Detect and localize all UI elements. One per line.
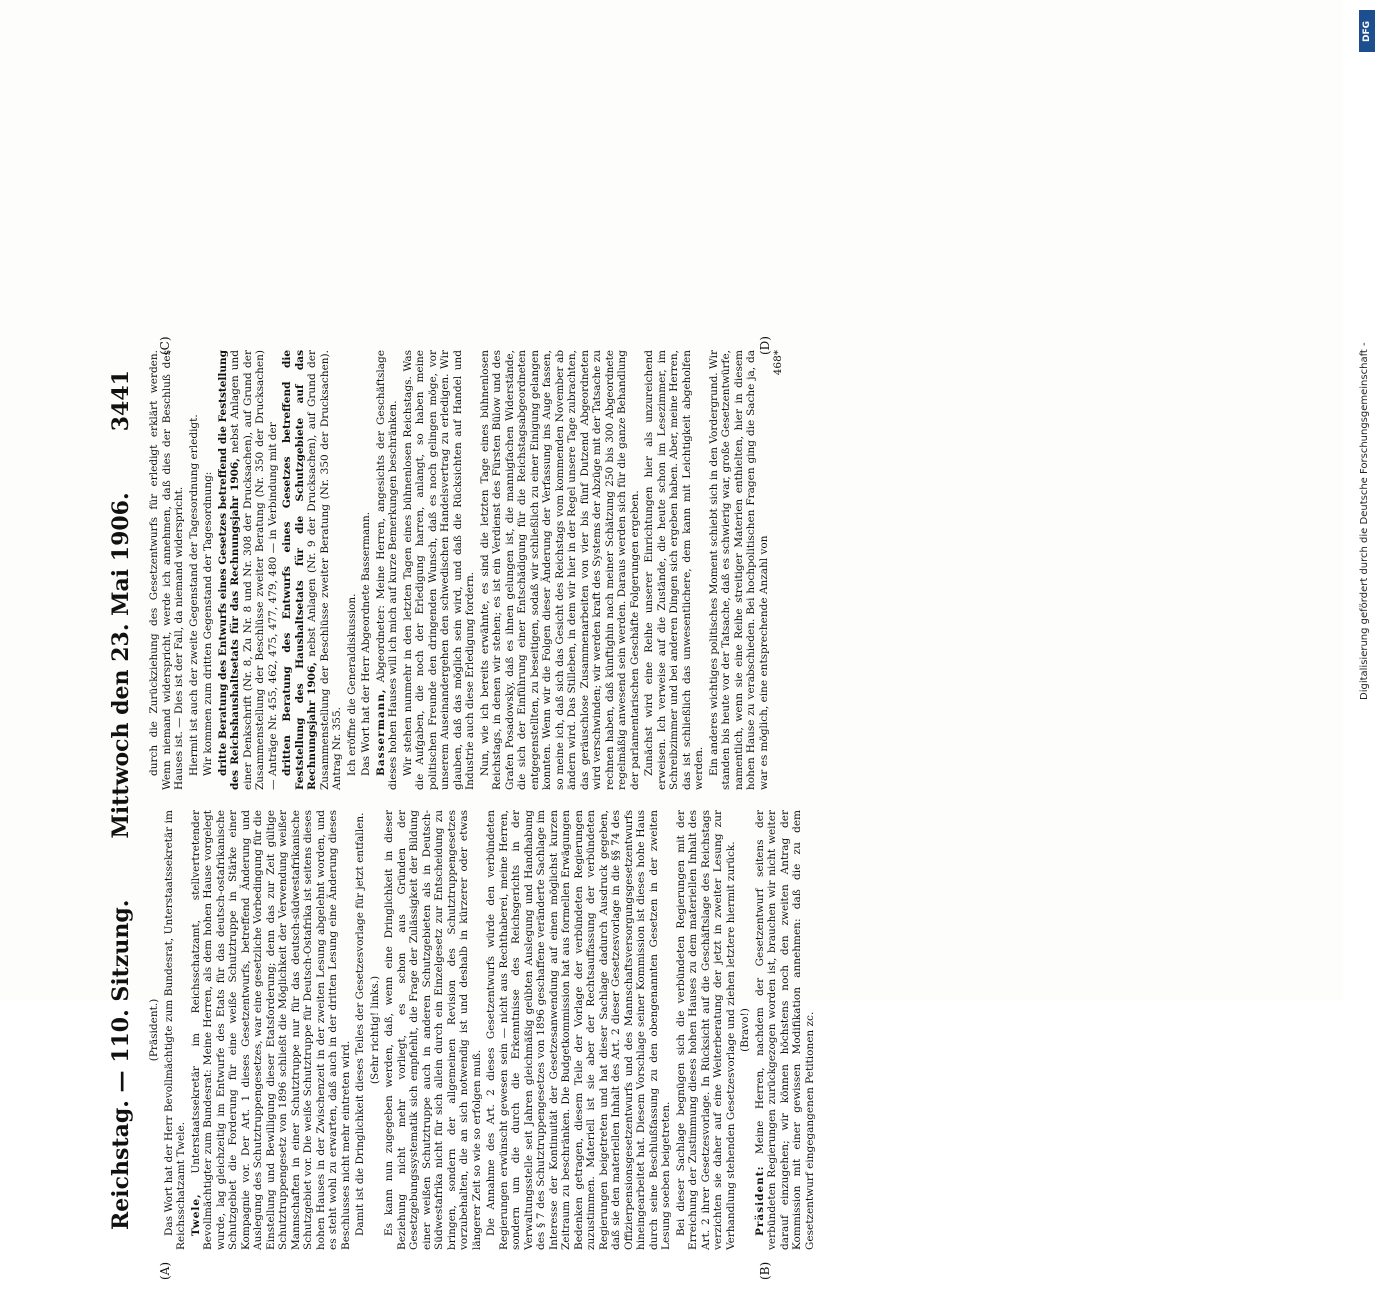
newspaper-page — [58, 330, 1348, 1290]
paragraph: Ich eröffne die Generaldiskussion. — [345, 593, 358, 776]
marker-a: (A) — [158, 1261, 172, 1280]
interjection: (Sehr richtig! links.) — [368, 975, 381, 1085]
agenda-title: dritte Beratung des Entwurfs eines Gesetzes betreffend die Feststellung des Reichshaushaltsetats für das Rechnungsjahr 1906, — [216, 350, 241, 790]
header-left: Reichstag. — 110. Sitzung. — [108, 899, 134, 1230]
paragraph: Zunächst wird eine Reihe unserer Einrichtungen hier als unzureichend erweisen. Ich verweise auf die Zustände, die heute schon im Lesezimmer, im Schreibzimmer und bei anderen Dingen sich ergeben haben. Aber, meine Herren, das ist schließlich das unwesentlichere, dem kann mit Leichtigkeit abgeholfen werden. — [643, 350, 705, 790]
digitization-sidebar — [1343, 0, 1383, 1000]
paragraph: Das Wort hat der Herr Bevollmächtigte zum Bundesrat, Unterstaatssekretär im Reichsschatzamt Twele. — [162, 810, 187, 1250]
speaker-label: (Präsident.) — [148, 998, 160, 1062]
paragraph: Die Annahme des Art. 2 dieses Gesetzentwurfs würde den verbündeten Regierungen erwünscht gewesen sein — nicht aus Rechthaberei, meine Herren, sondern um die durch die Erkenntnisse des Reichsgerichts in der Verwaltungsstelle seit Jahren gleichmäßig geübten Auslegung und Handhabung des § 7 des Schutztruppengesetzes von 1896 geschaffene veränderte Sachlage im Interesse der Kontinuität der Gesetzesanwendung auf einen möglichst kurzen Zeitraum zu beschränken. Die Budgetkommission hat aus formellen Erwägungen Bedenken getragen, diesem Teile der Vorlage der verbündeten Regierungen zuzustimmen. Materiell ist sie aber der Rechtsauffassung der verbündeten Regierungen beigetreten und hat dieser Sachlage dadurch Ausdruck gegeben, daß sie den materiellen Inhalt des Art. 2 dieser Gesetzesvorlage in die §§ 74 des Offizierpensionsgesetzentwurfs und des Mannschaftsversorgungsgesetzentwurfs hineingearbeitet hat. Diesem Vorschlage seiner Kommission ist dieses hohe Haus durch seine Beschlußfassung zu den obengenannten Gesetzen in der zweiten Lesung soeben beigetreten. — [485, 810, 672, 1250]
paragraph: Nun, wie ich bereits erwähnte, es sind die letzten Tage eines bühnenlosen Reichstags, in denen wir stehen; es ist ein Verdienst des Fürsten Bülow und des Grafen Posadowsky, daß es ihnen gelungen ist, die mannigfachen Widerstände, die sich der Einführung einer Entschädigung für die Reichstagsabgeordneten entgegenstellten, zu beseitigen, sodaß wir schließlich zu einer Einigung gelangen konnten. Wenn wir die Folgen dieser Änderung der Verfassung ins Auge fassen, so meine ich, daß sich das Gesicht des Reichstags vom kommenden November ab ändern wird. Das Stilleben, in dem wir hier in der Regel unsere Tage zubrachten, das geräuschlose Zusammenarbeiten von vier bis fünf Dutzend Abgeordneten wird verschwinden; wir werden kraft des Systems der Abzüge mit der Tatsache zu rechnen haben, daß künftighin nach meiner Schätzung 250 bis 300 Abgeordnete regelmäßig anwesend sein werden. Daraus werden sich für die ganze Behandlung der parlamentarischen Geschäfte Folgerungen ergeben. — [478, 350, 641, 790]
digitization-credit: Digitalisierung gefördert durch die Deutsche Forschungsgemeinschaft - — [1359, 342, 1370, 700]
paragraph: Wir kommen zum dritten Gegenstand der Tagesordnung: — [202, 471, 214, 776]
page-number: 3441 — [108, 370, 134, 432]
paragraph: Hiermit ist auch der zweite Gegenstand der Tagesordnung erledigt. — [187, 414, 200, 776]
footer-mark: 468* — [772, 350, 784, 376]
paragraph — [190, 810, 353, 1250]
agenda-item — [217, 350, 280, 790]
interjection: (Bravo!) — [739, 1008, 751, 1052]
paragraph: Das Wort hat der Herr Abgeordnete Bassermann. — [360, 511, 372, 776]
page-area — [58, 0, 1348, 1280]
paragraph — [754, 810, 817, 1250]
agenda-title: dritten Beratung des Entwurfs eines Gesetzes betreffend die Feststellung des Haushaltsetats für die Schutzgebiete auf das Rechnungsjahr 1906, — [281, 350, 318, 790]
paragraph-text: Meine Herren, nachdem der Gesetzentwurf seitens der verbündeten Regierungen zurückgezogen worden ist, brauchen wir nicht weiter darauf einzugehen; wir können höchstens noch den zweiten Antrag der Kommission mit einer gewissen Modifikation annehmen: daß die zu dem Gesetzentwurf eingegangenen Petitionen zc. — [753, 810, 816, 1250]
marker-c: (C) — [158, 336, 172, 355]
paragraph: Damit ist die Dringlichkeit dieses Teiles der Gesetzesvorlage für jetzt entfallen. — [354, 812, 366, 1236]
paragraph: Es kann nun zugegeben werden, daß, wenn eine Dringlichkeit in dieser Beziehung nicht mehr vorliegt, es schon aus Gründen der Gesetzgebungssystematik sich empfiehlt, die Frage der Zulässigkeit der Bildung einer weißen Schutztruppe auch in anderen Schutzgebieten als in Deutsch-Südwestafrika nicht für sich allein durch ein Einzelgesetz zur Entscheidung zu bringen, sondern der allgemeinen Revision des Schutztruppengesetzes vorzubehalten, die an sich notwendig ist und deshalb in kürzerer oder etwas längerer Zeit so wie so erfolgen muß. — [383, 810, 483, 1250]
column-right — [148, 350, 1328, 790]
speaker-name: Twele, — [189, 1193, 202, 1236]
paragraph-text: Abgeordneter: Meine Herren, angesichts der Geschäftslage dieses hohen Hauses will ich mich auf kurze Bemerkungen beschränken. — [374, 350, 399, 790]
paragraph: Wir stehen nunmehr in den letzten Tagen eines bühnenlosen Reichstags. Was die Aufgaben, die noch der Erledigung harren, anlangt, so haben meine politischen Freunde den dringenden Wunsch, daß es noch gelingen möge, vor unserem Auseinandergehen den schwedischen Handelsvertrag zu erledigen. Wir glauben, daß das möglich sein wird, und daß die Rücksichten auf Handel und Industrie auch diese Erledigung fordern. — [401, 350, 476, 790]
paragraph: durch die Zurückziehung des Gesetzentwurfs für erledigt erklärt werden. Wenn niemand widerspricht, werde ich annehmen, daß dies der Beschluß des Hauses ist. — Dies ist der Fall, da niemand widerspricht. — [148, 350, 185, 790]
rotated-page — [58, 330, 1348, 1290]
text-columns — [148, 350, 1328, 1250]
agenda-item — [281, 350, 344, 790]
paragraph — [375, 350, 400, 790]
page-header — [98, 370, 134, 1230]
dfg-logo: DFG — [1359, 10, 1375, 52]
agenda-text: nebst Anlagen und einer Denkschrift (Nr. 8, Zu Nr. 8 und Nr. 308 der Drucksachen), auf Grund der Zusammenstellung der Beschlüsse zweiter Beratung (Nr. 350 der Drucksachen) — Anträge Nr. 455, 462, 475, 477, 479, 480 — in Verbindung mit der — [229, 349, 279, 790]
agenda-text: nebst Anlagen (Nr. 9 der Drucksachen), auf Grund der Zusammenstellung der Beschlüsse zweiter Beratung (Nr. 350 der Drucksachen). Antrag Nr. 355. — [306, 349, 343, 790]
speaker-name: Präsident: — [753, 1165, 766, 1236]
marker-b: (B) — [758, 1261, 772, 1280]
column-left — [148, 810, 1328, 1250]
marker-d: (D) — [758, 336, 772, 355]
paragraph: Bei dieser Sachlage begnügen sich die verbündeten Regierungen mit der Erreichung der Zustimmung dieses hohen Hauses zu dem materiellen Inhalt des Art. 2 ihrer Gesetzesvorlage. In Rücksicht auf die Geschäftslage des Reichstags verzichten sie daher auf eine Weiterberatung der jetzt in zweiter Lesung zur Verhandlung stehenden Gesetzesvorlage und ziehen letztere hiermit zurück. — [674, 810, 737, 1250]
speaker-name: Bassermann, — [374, 688, 387, 776]
paragraph: Ein anderes wichtiges politisches Moment schiebt sich in den Vordergrund. Wir standen bis heute vor der Tatsache, daß es schwierig war, große Gesetzentwürfe, namentlich, wenn sie eine Reihe streitiger Materien enthielten, hier in diesem hohen Hause zu verabschieden. Bei hochpolitischen Fragen ging die Sache ja, da war es möglich, eine entsprechende Anzahl von — [707, 350, 770, 790]
header-center: Mittwoch den 23. Mai 1906. — [108, 492, 134, 839]
paragraph-text: Unterstaatssekretär im Reichsschatzamt, stellvertretender Bevollmächtigter zum Bundesrat: Meine Herren, als dem hohen Hause vorgelegt wurde, lag gleichzeitig im Entwurfe des Etats für das deutsch-ostafrikanische Schutzgebiet die Forderung für eine weiße Schutztruppe in Stärke einer Kompagnie vor. Der Art. 1 dieses Gesetzentwurfs, betreffend Änderung und Auslegung des Schutztruppengesetzes, war eine gesetzliche Vorbedingung für die Einstellung und Bewilligung dieser Etatsforderung; denn das zur Zeit gültige Schutztruppengesetz von 1896 schließt die Möglichkeit der Verwendung weißer Mannschaften in einer Schutztruppe nur für das deutsch-südwestafrikanische Schutzgebiet vor. Die weiße Schutztruppe für Deutsch-Ostafrika ist seitens dieses hohen Hauses in der Zwischenzeit in der zweiten Lesung abgelehnt worden, und es steht wohl zu erwarten, daß auch in der dritten Lesung eine Änderung dieses Beschlusses nicht mehr eintreten wird. — [189, 810, 352, 1250]
